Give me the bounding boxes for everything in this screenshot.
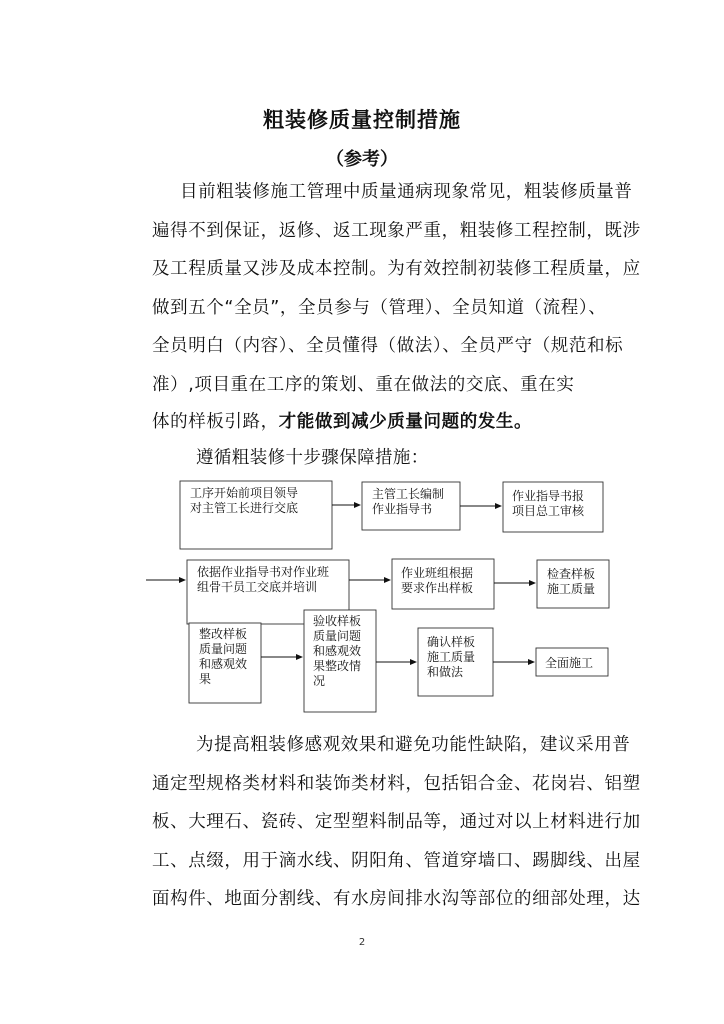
flow-step-8-line: 质量问题 xyxy=(313,629,362,643)
flow-step-7 xyxy=(189,623,261,703)
intro-line: 及工程质量又涉及成本控制。为有效控制初装修工程质量，应 xyxy=(152,259,641,279)
intro-line: 遍得不到保证，返修、返工现象严重，粗装修工程控制，既涉 xyxy=(152,221,641,241)
flow-step-2 xyxy=(362,482,460,530)
flow-step-10 xyxy=(536,648,608,676)
closing-line: 为提高粗装修感观效果和避免功能性缺陷，建议采用普 xyxy=(196,735,631,755)
flow-arrow xyxy=(349,577,391,583)
flow-step-8-line: 果整改情 xyxy=(313,659,362,673)
closing-line: 板、大理石、瓷砖、定型塑料制品等，通过对以上材料进行加 xyxy=(152,812,641,832)
flow-step-1-line: 工序开始前项目领导 xyxy=(190,486,299,500)
flow-step-3-line: 项目总工审核 xyxy=(512,504,585,518)
flow-step-6-line: 施工质量 xyxy=(547,582,596,596)
flow-step-5-line: 作业班组根据 xyxy=(401,566,474,580)
document-subtitle: （参考） xyxy=(326,149,398,170)
flow-step-4-line: 依据作业指导书对作业班 xyxy=(197,565,330,579)
flow-step-2-line: 主管工长编制 xyxy=(372,487,445,501)
flow-step-8-line: 验收样板 xyxy=(313,614,362,628)
intro-line: 全员明白（内容）、全员懂得（做法）、全员严守（规范和标 xyxy=(152,336,624,356)
intro-line: 目前粗装修施工管理中质量通病现象常见，粗装修质量普 xyxy=(180,182,633,202)
flow-arrow xyxy=(494,580,536,586)
flow-arrow xyxy=(332,502,361,508)
flow-step-1 xyxy=(180,481,332,549)
flow-step-7-line: 和感观效 xyxy=(199,657,248,671)
flow-step-9-line: 施工质量 xyxy=(427,650,476,664)
flow-step-3 xyxy=(503,482,603,532)
flow-step-3-line: 作业指导书报 xyxy=(512,489,585,503)
intro-last-head: 体的样板引路， xyxy=(152,412,279,432)
flow-arrow xyxy=(493,659,535,665)
flow-step-9 xyxy=(418,628,493,696)
document-title: 粗装修质量控制措施 xyxy=(263,108,461,132)
flow-arrow xyxy=(460,503,502,509)
flow-step-7-line: 整改样板 xyxy=(199,627,248,641)
flow-step-2-line: 作业指导书 xyxy=(372,502,433,516)
flow-step-5 xyxy=(392,559,494,609)
flow-arrow xyxy=(376,659,417,665)
flow-step-6 xyxy=(537,560,609,608)
flow-arrow xyxy=(261,654,303,660)
page-number: 2 xyxy=(358,937,366,948)
flow-step-9-line: 和做法 xyxy=(427,665,464,679)
closing-line: 工、点缀，用于滴水线、阴阳角、管道穿墙口、踢脚线、出屋 xyxy=(152,851,641,871)
intro-line: 准）,项目重在工序的策划、重在做法的交底、重在实 xyxy=(152,375,575,395)
flow-step-8 xyxy=(304,610,376,712)
intro-last-tail: 才能做到减少质量问题的发生。 xyxy=(278,412,533,432)
flow-step-5-line: 要求作出样板 xyxy=(401,581,474,595)
flow-step-6-line: 检查样板 xyxy=(547,567,596,581)
closing-line: 通定型规格类材料和装饰类材料，包括铝合金、花岗岩、铝塑 xyxy=(152,774,641,794)
intro-line: 做到五个“全员”，全员参与（管理）、全员知道（流程）、 xyxy=(152,298,607,318)
closing-line: 面构件、地面分割线、有水房间排水沟等部位的细部处理，达 xyxy=(152,889,641,909)
flow-step-4-line: 组骨干员工交底并培训 xyxy=(197,580,318,594)
flow-step-1-line: 对主管工长进行交底 xyxy=(190,501,299,515)
flow-step-10-line: 全面施工 xyxy=(545,656,594,670)
flow-step-7-line: 果 xyxy=(199,672,212,686)
flow-step-9-line: 确认样板 xyxy=(427,635,476,649)
flow-arrow xyxy=(146,577,186,583)
flow-step-8-line: 和感观效 xyxy=(313,644,362,658)
flow-step-7-line: 质量问题 xyxy=(199,642,248,656)
flow-step-8-line: 况 xyxy=(313,674,326,688)
steps-heading: 遵循粗装修十步骤保障措施： xyxy=(196,448,429,468)
